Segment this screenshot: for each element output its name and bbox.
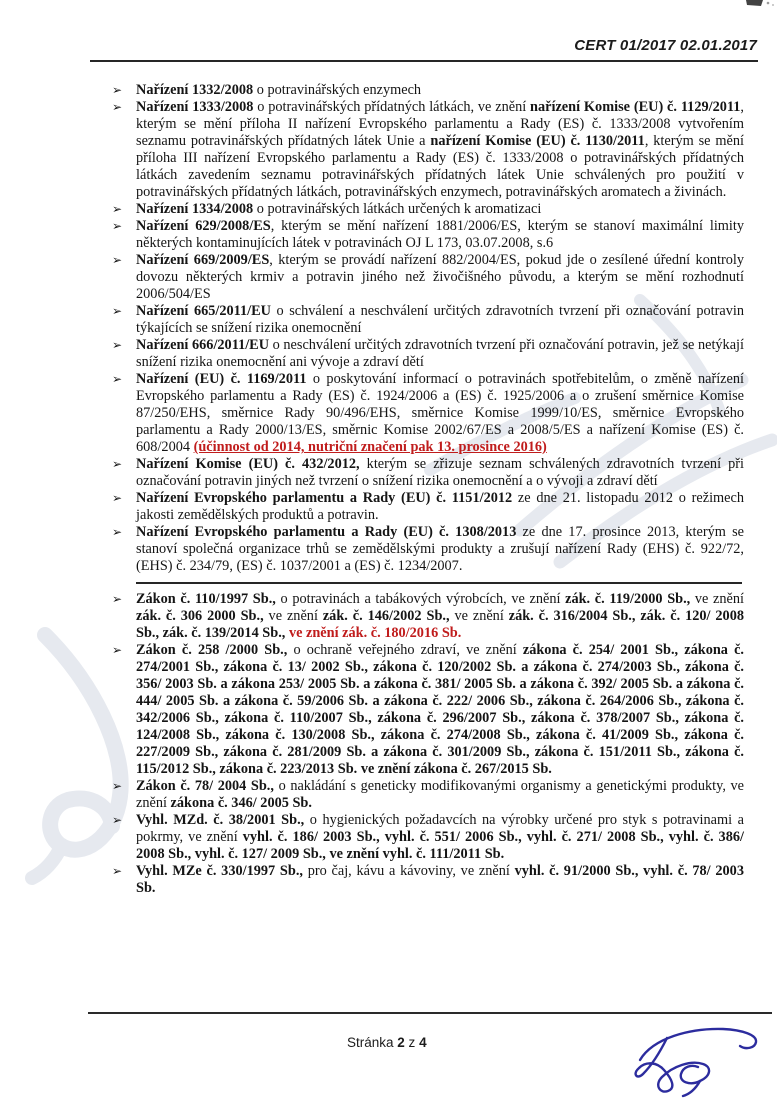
regulation-text xyxy=(136,218,744,251)
scan-artifact xyxy=(737,0,777,12)
text-segment: Zákon č. 110/1997 Sb., xyxy=(136,591,276,607)
text-segment: Nařízení 666/2011/EU xyxy=(136,337,270,353)
regulation-item xyxy=(112,863,744,897)
regulation-item xyxy=(112,812,744,863)
text-segment: o potravinách a tabákových výrobcích, ve znění xyxy=(275,591,566,607)
text-segment: kterým se zřizuje seznam schválených zdravotních tvrzení při označování potravin jiných než tvrzení o snížení rizika onemocnění a o vývoji a zdraví dětí xyxy=(136,456,744,489)
regulation-text xyxy=(136,778,744,811)
regulation-item xyxy=(112,642,744,778)
bullet-arrow-icon: ➢ xyxy=(112,643,123,657)
regulation-item xyxy=(112,337,744,371)
regulation-item xyxy=(112,201,744,218)
text-segment: nařízení Komise (EU) č. 1130/2011 xyxy=(430,133,645,149)
text-segment: Nařízení Evropského parlamentu a Rady (EU) č. 1308/2013 xyxy=(136,524,517,540)
regulation-text xyxy=(136,812,744,862)
text-segment: o poskytování informací o potravinách spotřebitelům, o změně nařízení Evropského parlamentu a Rady (ES) č. 1924/2006 a (ES) č. 1925/2006 a o zrušení směrnice Komise 87/250/EHS, směrnice Rady 90/496/EHS, směrnice Komise 1999/10/ES, směrnice Evropského parlamentu a Rady 2000/13/ES, směrnic Komise 2002/67/ES a 2008/5/ES a nařízení Komise (ES) č. 608/2004 xyxy=(136,371,744,455)
text-segment: , kterým se mění příloha III nařízení Evropského parlamentu a Rady (ES) č. 1333/2008 o potravinářských přídatných látkách zavedením seznamu potravinářských přídatných látek Unie schválených pro použití v potravinářských přídatných látkách, potravinářských enzymech, potravinářských aromatech a živinách. xyxy=(136,133,744,200)
regulation-item xyxy=(112,490,744,524)
regulation-text xyxy=(136,456,744,489)
text-segment: Nařízení 665/2011/EU xyxy=(136,303,271,319)
text-segment: , kterým se provádí nařízení 882/2004/ES, pokud jde o zesílené úřední kontroly dovozu některých krmiv a potravin jiného než živočišného původu, a kterým se mění rozhodnutí 2006/504/ES xyxy=(136,252,744,302)
text-segment: (účinnost od 2014, nutriční značení pak 13. prosince 2016) xyxy=(193,439,547,455)
text-segment: o hygienických požadavcích na výrobky určené pro styk s potravinami a pokrmy, ve znění xyxy=(136,812,744,845)
regulation-text xyxy=(136,490,744,523)
text-segment: pro čaj, kávu a kávoviny, ve znění xyxy=(302,863,515,879)
regulation-item xyxy=(112,778,744,812)
text-segment: o potravinářských látkách určených k aromatizaci xyxy=(253,201,542,217)
text-segment: vyhl. č. 91/2000 Sb., vyhl. č. 78/ 2003 Sb. xyxy=(136,863,744,896)
bullet-arrow-icon: ➢ xyxy=(112,592,123,606)
regulation-text xyxy=(136,252,744,302)
bullet-arrow-icon: ➢ xyxy=(112,219,123,233)
text-segment: ze dne 17. prosince 2013, kterým se stanoví společná organizace trhů se zemědělskými produkty a zrušují nařízení Rady (EHS) č. 922/72, (EHS) č. 234/79, (ES) č. 1037/2001 a (ES) č. 1234/2007. xyxy=(136,524,744,574)
regulations-list-eu xyxy=(112,82,744,575)
bullet-arrow-icon: ➢ xyxy=(112,525,123,539)
text-segment: o potravinářských přídatných látkách, ve znění xyxy=(253,99,531,115)
section-divider-rule xyxy=(136,582,742,584)
text-segment: Nařízení 1333/2008 xyxy=(136,99,254,115)
regulations-list-national xyxy=(112,591,744,897)
regulation-item xyxy=(112,252,744,303)
regulation-text xyxy=(136,99,744,200)
text-segment: zák. č. 119/2000 Sb., xyxy=(565,591,691,607)
text-segment: zákona č. 346/ 2005 Sb. xyxy=(170,795,312,811)
text-segment: nařízení Komise (EU) č. 1129/2011 xyxy=(530,99,741,115)
text-segment: ve znění zák. č. 180/2016 Sb. xyxy=(288,625,462,641)
text-segment: Zákon č. 258 /2000 Sb., xyxy=(136,642,288,658)
text-segment: ze dne 21. listopadu 2012 o režimech jakosti zemědělských produktů a potravin. xyxy=(136,490,744,523)
text-segment: zák. č. 316/2004 Sb., zák. č. 120/ 2008 Sb., zák. č. 139/2014 Sb., xyxy=(136,608,744,641)
text-segment: ve znění xyxy=(449,608,509,624)
text-segment: Nařízení Evropského parlamentu a Rady (EU) č. 1151/2012 xyxy=(136,490,513,506)
regulation-item xyxy=(112,456,744,490)
regulation-item xyxy=(112,591,744,642)
page-number xyxy=(347,1035,427,1050)
regulation-text xyxy=(136,337,744,370)
bullet-arrow-icon: ➢ xyxy=(112,491,123,505)
bullet-arrow-icon: ➢ xyxy=(112,864,123,878)
regulation-text xyxy=(136,201,541,217)
header-rule xyxy=(90,60,758,62)
text-segment: o nakládání s geneticky modifikovanými organismy a genetickými produkty, ve znění xyxy=(136,778,744,811)
regulation-text xyxy=(136,863,744,896)
regulation-text xyxy=(136,371,744,455)
bullet-arrow-icon: ➢ xyxy=(112,100,123,114)
regulation-text xyxy=(136,303,744,336)
document-reference: CERT 01/2017 02.01.2017 xyxy=(574,37,757,54)
regulation-item xyxy=(112,99,744,201)
bullet-arrow-icon: ➢ xyxy=(112,338,123,352)
bullet-arrow-icon: ➢ xyxy=(112,202,123,216)
regulation-text xyxy=(136,642,744,777)
text-segment: vyhl. č. 186/ 2003 Sb., vyhl. č. 551/ 2006 Sb., vyhl. č. 271/ 2008 Sb., vyhl. č. 386/ 2008 Sb., vyhl. č. 127/ 2009 Sb., ve znění vyhl. č. 111/2011 Sb. xyxy=(136,829,744,862)
text-segment: Nařízení 1334/2008 xyxy=(136,201,254,217)
text-segment: ve znění xyxy=(690,591,745,607)
text-segment: 4 xyxy=(419,1035,427,1050)
text-segment: Vyhl. MZd. č. 38/2001 Sb., xyxy=(136,812,305,828)
content-area xyxy=(112,82,744,897)
bullet-arrow-icon: ➢ xyxy=(112,83,123,97)
regulation-item xyxy=(112,371,744,456)
bullet-arrow-icon: ➢ xyxy=(112,813,123,827)
bullet-arrow-icon: ➢ xyxy=(112,457,123,471)
bullet-arrow-icon: ➢ xyxy=(112,779,123,793)
text-segment: o potravinářských enzymech xyxy=(253,82,422,98)
regulation-item xyxy=(112,303,744,337)
regulation-item xyxy=(112,218,744,252)
regulation-item xyxy=(112,82,744,99)
text-segment: Vyhl. MZe č. 330/1997 Sb., xyxy=(136,863,303,879)
text-segment: o neschválení určitých zdravotních tvrzení při označování potravin, jež se netýkají snížení rizika onemocnění ani vývoje a zdraví dětí xyxy=(136,337,744,370)
text-segment: , kterým se mění příloha II nařízení Evropského parlamentu a Rady (ES) č. 1333/2008 vytvořením seznamu potravinářských přídatných látek Unie a xyxy=(136,99,744,149)
bullet-arrow-icon: ➢ xyxy=(112,304,123,318)
text-segment: Nařízení Komise (EU) č. 432/2012, xyxy=(136,456,360,472)
text-segment: Nařízení 669/2009/ES xyxy=(136,252,270,268)
regulation-text xyxy=(136,591,744,641)
text-segment: Nařízení (EU) č. 1169/2011 xyxy=(136,371,307,387)
text-segment: , kterým se mění nařízení 1881/2006/ES, kterým se stanoví maximální limity některých kontaminujících látek v potravinách OJ L 173, 03.07.2008, s.6 xyxy=(136,218,745,251)
text-segment: 2 xyxy=(397,1035,405,1050)
bullet-arrow-icon: ➢ xyxy=(112,253,123,267)
regulation-text xyxy=(136,524,744,574)
text-segment: zákona č. 254/ 2001 Sb., zákona č. 274/2001 Sb., zákona č. 13/ 2002 Sb., zákona č. 120/2002 Sb. a zákona č. 274/2003 Sb., zákona č. 356/ 2003 Sb. a zákona 253/ 2005 Sb. a zákona č. 381/ 2005 Sb. a zákona č. 392/ 2005 Sb. a zákona č. 444/ 2005 Sb. a zákona č. 59/2006 Sb. a zákona č. 222/ 2006 Sb., zákona č. 264/2006 Sb., zákona č. 342/2006 Sb., zákona č. 110/2007 Sb., zákona č. 296/2007 Sb., zákona č. 378/2007 Sb., zákona č. 124/2008 Sb., zákona č. 130/2008 Sb., zákona č. 274/2008 Sb., zákona č. 41/2009 Sb., zákona č. 227/2009 Sb., zákona č. 281/2009 Sb. a zákona č. 301/2009 Sb., zákona č. 151/2011 Sb., zákona č. 115/2012 Sb., zákona č. 223/2013 Sb. ve znění zákona č. 267/2015 Sb. xyxy=(136,642,745,777)
text-segment: zák. č. 306 2000 Sb., xyxy=(136,608,264,624)
text-segment: Stránka xyxy=(347,1035,398,1050)
text-segment: ve znění xyxy=(263,608,323,624)
text-segment: Zákon č. 78/ 2004 Sb., xyxy=(136,778,274,794)
text-segment: zák. č. 146/2002 Sb., xyxy=(322,608,450,624)
regulation-item xyxy=(112,524,744,575)
text-segment: z xyxy=(404,1035,420,1050)
signature-scribble-icon xyxy=(615,1024,777,1098)
text-segment: o ochraně veřejného zdraví, ve znění xyxy=(287,642,523,658)
text-segment: Nařízení 629/2008/ES xyxy=(136,218,271,234)
text-segment: o schválení a neschválení určitých zdravotních tvrzení při označování potravin týkajících se snížení rizika onemocnění xyxy=(136,303,744,336)
regulation-text xyxy=(136,82,421,98)
text-segment: Nařízení 1332/2008 xyxy=(136,82,254,98)
bullet-arrow-icon: ➢ xyxy=(112,372,123,386)
footer-rule xyxy=(88,1012,772,1014)
